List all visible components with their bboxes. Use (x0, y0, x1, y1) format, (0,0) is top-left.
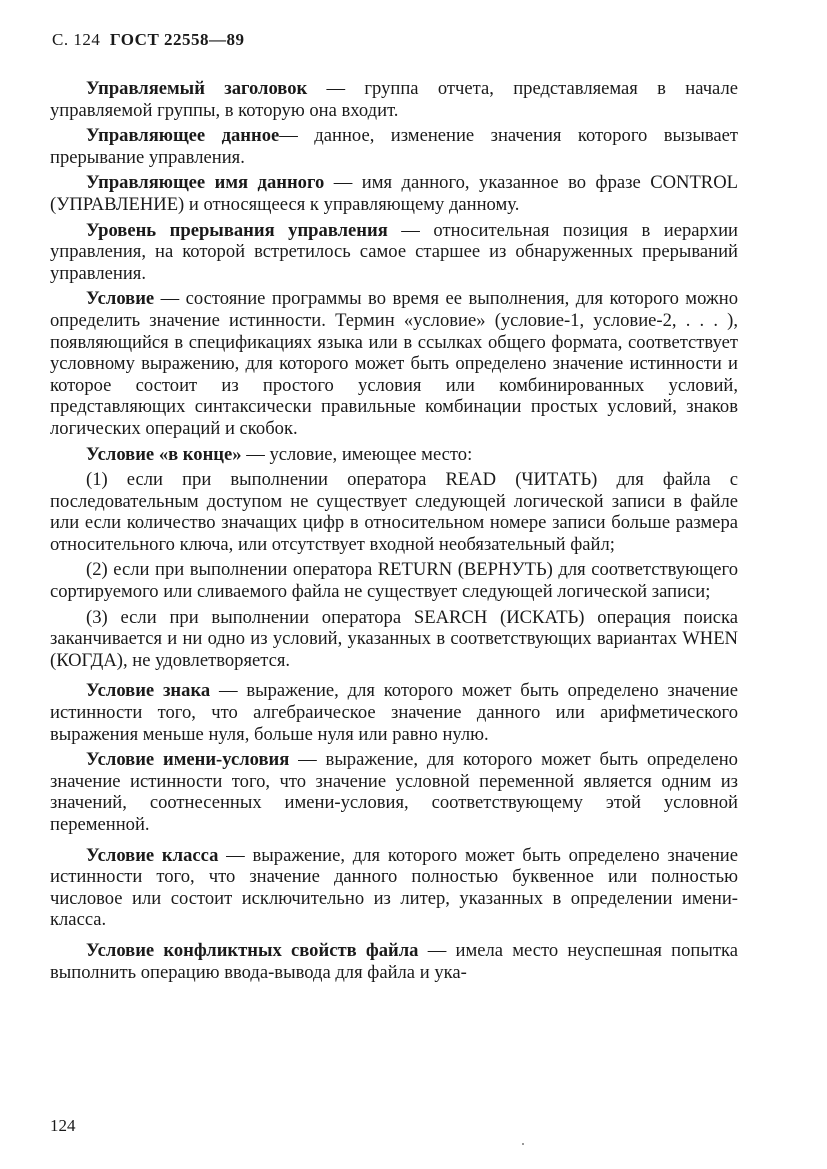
entry-definition: — имя данного, указанное во фразе CONTROL (УПРАВЛЕНИЕ) и относящееся к управляющему данному. (50, 172, 738, 215)
header-page-prefix: С. 124 (52, 30, 101, 49)
entry-definition: — выражение, для которого может быть определено значение истинности того, что значение условной переменной является одним из значений, соотнесенных имени-условия, соответствующему этой условной переменной. (50, 749, 738, 835)
entry-definition: — группа отчета, представляемая в начале управляемой группы, в которую она входит. (50, 78, 739, 121)
entry-definition: — относительная позиция в иерархии управления, на которой встретилось самое старшее из обнаруженных прерываний управления. (50, 219, 738, 284)
list-item-text: (2) если при выполнении оператора RETURN (ВЕРНУТЬ) для соответствующего сортируемого или сливаемого файла не существует следующей логической записи; (50, 559, 738, 603)
entry-term: Условие имени-условия (86, 749, 290, 771)
entry-term: Условие конфликтных свойств файла (86, 939, 419, 961)
entry-term: Условие (86, 288, 155, 310)
entry-term: Управляющее данное (86, 125, 280, 147)
list-item (50, 469, 738, 555)
glossary-entry (50, 680, 738, 745)
running-header (52, 30, 245, 50)
glossary-entry (50, 220, 738, 285)
entry-term: Условие знака (86, 680, 211, 702)
entry-term: Условие «в конце» (86, 443, 242, 465)
header-standard: ГОСТ 22558—89 (109, 30, 245, 49)
list-item (50, 559, 738, 602)
glossary-entry (50, 78, 738, 121)
page-number: 124 (50, 1116, 76, 1135)
scan-speck (522, 1143, 524, 1145)
entry-definition: — выражение, для которого может быть определено значение истинности того, что алгебраическое значение данного или арифметического выражения меньше нуля, больше нуля или равно нулю. (50, 680, 738, 745)
entry-definition: — данное, изменение значения которого вызывает прерывание управления. (50, 125, 738, 168)
entry-term: Уровень прерывания управления (86, 219, 388, 241)
entry-definition: — состояние программы во время ее выполнения, для которого можно определить значение истинности. Термин «условие» (условие-1, условие-2, . . . ), появляющийся в спецификациях языка или в ссылках общего формата, соответствует условному выражению, для которого может быть определено значение истинности и которое состоит из простого условия или комбинированных условий, представляющих синтаксически правильные комбинации простых условий, знаков логических операций и скобок. (50, 288, 738, 439)
glossary-entry (50, 125, 738, 168)
entry-term: Управляемый заголовок (86, 78, 308, 99)
list-item-text: (3) если при выполнении оператора SEARCH (ИСКАТЬ) операция поиска заканчивается и ни одно из условий, указанных в соответствующих вариантах WHEN (КОГДА), не удовлетворяется. (50, 606, 738, 671)
entry-definition: — условие, имеющее место: (241, 443, 473, 465)
glossary-entry (50, 749, 738, 835)
glossary-entry (50, 940, 738, 983)
entry-term: Условие класса (86, 844, 219, 866)
entry-definition: — имела место неуспешная попытка выполнить операцию ввода-вывода для файла и ука- (50, 939, 739, 983)
list-item-text: (1) если при выполнении оператора READ (ЧИТАТЬ) для файла с последовательным доступом не существует следующей логической записи в файле или если количество значащих цифр в относительном номере записи больше размера относительного ключа, или отсутствует входной необязательный файл; (50, 469, 738, 555)
glossary-body (50, 78, 738, 987)
glossary-entry (50, 172, 738, 215)
glossary-entry (50, 444, 738, 466)
entry-term: Управляющее имя данного (86, 172, 325, 194)
glossary-entry (50, 845, 738, 931)
list-item (50, 607, 738, 672)
glossary-entry (50, 288, 738, 439)
entry-definition: — выражение, для которого может быть определено значение истинности того, что значение данного полностью буквенное или полностью числовое или состоит исключительно из литер, указанных в определении имени-класса. (50, 844, 738, 931)
